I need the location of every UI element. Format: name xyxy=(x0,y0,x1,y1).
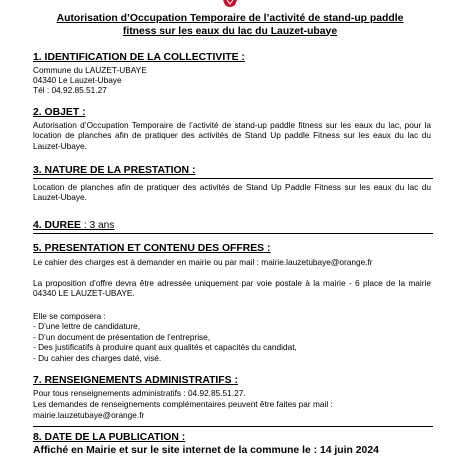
renseignements-line-2: Les demandes de renseignements complémentaires peuvent être faites par mail : xyxy=(33,399,333,409)
renseignements-line-1: Pour tous renseignements administratifs : 04.92.85.51.27. xyxy=(33,388,246,398)
section-8-rule xyxy=(33,426,433,427)
title-line-2: fitness sur les eaux du lac du Lauzet-ubaye xyxy=(122,25,338,37)
section-4-heading xyxy=(33,220,114,232)
duree-value: : 3 ans xyxy=(83,220,115,231)
commune-phone: Tél : 04.92.85.51.27 xyxy=(33,85,107,95)
objet-text: Autorisation d’Occupation Temporaire de l’activité de stand-up paddle fitness sur les eaux du lac, pour la location de planches afin de pratiquer des activités de Stand Up paddle Fitness sur les eaux du lac du Lauzet-Ubaye. xyxy=(33,120,431,151)
offres-text-1: Le cahier des charges est à demander en mairie ou par mail : mairie.lauzetubaye@orange.fr xyxy=(33,257,373,267)
commune-name: Commune du LAUZET-UBAYE xyxy=(33,65,147,75)
commune-address: 04340 Le Lauzet-Ubaye xyxy=(33,75,122,85)
section-4-rule xyxy=(33,233,433,234)
section-3-rule xyxy=(33,178,433,179)
title-line-1: Autorisation d’Occupation Temporaire de l’activité de stand-up paddle xyxy=(56,13,404,24)
list-item: - D’une lettre de candidature, xyxy=(33,321,141,331)
publication-date-text: Affiché en Mairie et sur le site internet de la commune le : 14 juin 2024 xyxy=(33,445,379,456)
list-item: - Des justificatifs à produire quant aux qualités et capacités du candidat, xyxy=(33,342,297,352)
crest-logo xyxy=(222,0,238,8)
list-item: - Du cahier des charges daté, visé. xyxy=(33,353,162,363)
section-1-heading: 1. IDENTIFICATION DE LA COLLECTIVITE : xyxy=(33,52,245,63)
document-title xyxy=(28,13,432,38)
section-5-heading: 5. PRESENTATION ET CONTENU DES OFFRES : xyxy=(33,243,271,254)
duree-label: 4. DUREE xyxy=(33,220,81,231)
offres-text-2: La proposition d’offre devra être adressée uniquement par voie postale à la mairie - 6 place de la mairie 04340 LE LAUZET-UBAYE. xyxy=(33,278,431,299)
section-3-heading: 3. NATURE DE LA PRESTATION : xyxy=(33,165,196,176)
section-2-heading: 2. OBJET : xyxy=(33,107,86,118)
section-7-heading: 7. RENSEIGNEMENTS ADMINISTRATIFS : xyxy=(33,375,238,386)
section-8-heading: 8. DATE DE LA PUBLICATION : xyxy=(33,432,186,443)
list-intro: Elle se composera : xyxy=(33,311,106,321)
contact-email: mairie.lauzetubaye@orange.fr xyxy=(33,410,145,420)
prestation-text: Location de planches afin de pratiquer des activités de Stand Up Paddle Fitness sur les eaux du lac du Lauzet-Ubaye. xyxy=(33,182,431,203)
list-item: - D’un document de présentation de l’entreprise, xyxy=(33,332,211,342)
